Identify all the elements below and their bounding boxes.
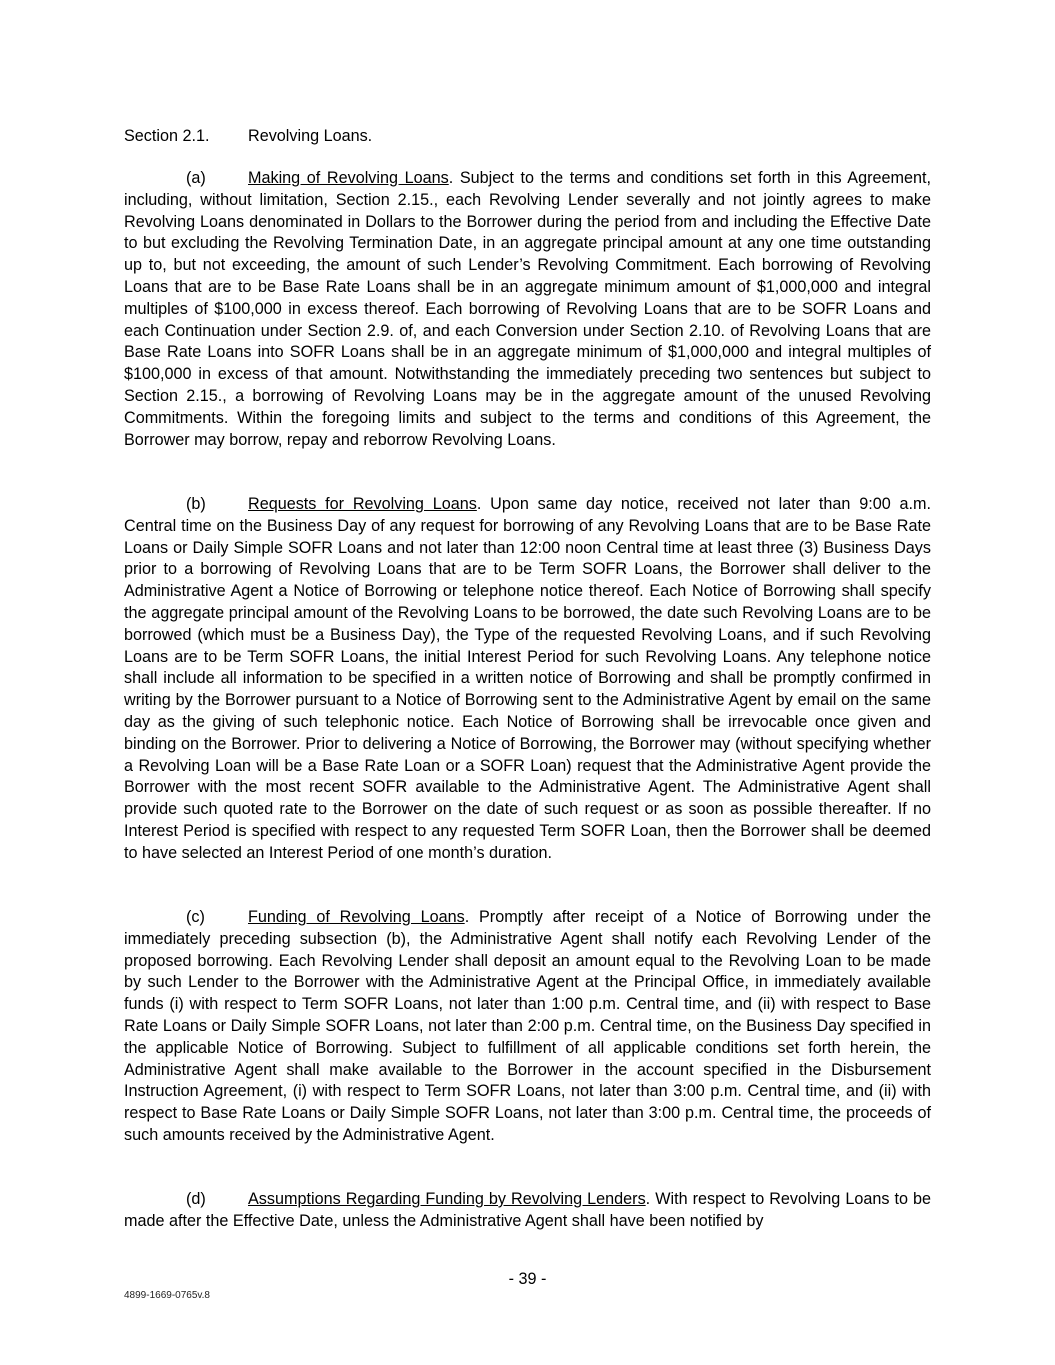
paragraph-c [124,907,931,1147]
section-heading [124,126,372,148]
paragraph-text: . Subject to the terms and conditions set forth in this Agreement, including, without limitation, Section 2.15., each Revolving Lender severally and not jointly agrees to make Revolving Loans denominated in Dollars to the Borrower during the period from and including the Effective Date to but excluding the Revolving Termination Date, in an aggregate principal amount at any one time outstanding up to, but not exceeding, the amount of such Lender’s Revolving Commitment. Each borrowing of Revolving Loans that are to be Base Rate Loans shall be in an aggregate minimum amount of $1,000,000 and integral multiples of $100,000 in excess thereof. Each borrowing of Revolving Loans that are to be SOFR Loans and each Continuation under Section 2.9. of, and each Conversion under Section 2.10. of Revolving Loans that are Base Rate Loans into SOFR Loans shall be in an aggregate minimum of $1,000,000 and integral multiples of $100,000 in excess of that amount. Notwithstanding the immediately preceding two sentences but subject to Section 2.15., a borrowing of Revolving Loans may be in the aggregate amount of the unused Revolving Commitments. Within the foregoing limits and subject to the terms and conditions of this Agreement, the Borrower may borrow, repay and reborrow Revolving Loans. [124,169,931,449]
section-number: Section 2.1. [124,127,210,145]
paragraph-d [124,1189,931,1233]
paragraph-b [124,494,931,865]
paragraph-text: . Upon same day notice, received not later than 9:00 a.m. Central time on the Business Day of any request for borrowing of any Revolving Loans that are to be Base Rate Loans or Daily Simple SOFR Loans and not later than 12:00 noon Central time at least three (3) Business Days prior to a borrowing of Revolving Loans that are to be Term SOFR Loans, the Borrower shall deliver to the Administrative Agent a Notice of Borrowing or telephone notice thereof. Each Notice of Borrowing shall specify the aggregate principal amount of the Revolving Loans to be borrowed, the date such Revolving Loans are to be borrowed (which must be a Business Day), the Type of the requested Revolving Loans, and if such Revolving Loans are to be Term SOFR Loans, the initial Interest Period for such Revolving Loans. Any telephone notice shall include all information to be specified in a written notice of Borrowing and shall be promptly confirmed in writing by the Borrower pursuant to a Notice of Borrowing sent to the Administrative Agent by email on the same day as the giving of such telephonic notice. Each Notice of Borrowing shall be irrevocable once given and binding on the Borrower. Prior to delivering a Notice of Borrowing, the Borrower may (without specifying whether a Revolving Loan will be a Base Rate Loan or a SOFR Loan) request that the Administrative Agent provide the Borrower with the most recent SOFR available to the Administrative Agent. The Administrative Agent shall provide such quoted rate to the Borrower on the date of such request or as soon as possible thereafter. If no Interest Period is specified with respect to any requested Term SOFR Loan, then the Borrower shall be deemed to have selected an Interest Period of one month’s duration. [124,495,931,862]
paragraph-title: Requests for Revolving Loans [248,495,477,513]
paragraph-title: Funding of Revolving Loans [248,908,465,926]
paragraph-label: (d) [186,1190,206,1208]
section-title: Revolving Loans. [248,127,373,145]
document-id: 4899-1669-0765v.8 [124,1290,210,1301]
paragraph-label: (c) [186,908,205,926]
paragraph-title: Assumptions Regarding Funding by Revolving Lenders [248,1190,646,1208]
paragraph-label: (a) [186,169,206,187]
paragraph-text: . With respect to Revolving Loans to be made after the Effective Date, unless the Administrative Agent shall have been notified by [124,1190,931,1230]
paragraph-title: Making of Revolving Loans [248,169,449,187]
paragraph-a [124,168,931,451]
paragraph-text: . Promptly after receipt of a Notice of Borrowing under the immediately preceding subsection (b), the Administrative Agent shall notify each Revolving Lender of the proposed borrowing. Each Revolving Lender shall deposit an amount equal to the Revolving Loan to be made by such Lender to the Borrower with the Administrative Agent at the Principal Office, in immediately available funds (i) with respect to Term SOFR Loans, not later than 1:00 p.m. Central time, and (ii) with respect to Base Rate Loans or Daily Simple SOFR Loans, not later than 2:00 p.m. Central time, on the Business Day specified in the applicable Notice of Borrowing. Subject to fulfillment of all applicable conditions set forth herein, the Administrative Agent shall make available to the Borrower in the account specified in the Disbursement Instruction Agreement, (i) with respect to Term SOFR Loans, not later than 3:00 p.m. Central time, and (ii) with respect to Base Rate Loans or Daily Simple SOFR Loans, not later than 3:00 p.m. Central time, the proceeds of such amounts received by the Administrative Agent. [124,908,931,1144]
paragraph-label: (b) [186,495,206,513]
page-number: - 39 - [508,1270,547,1288]
